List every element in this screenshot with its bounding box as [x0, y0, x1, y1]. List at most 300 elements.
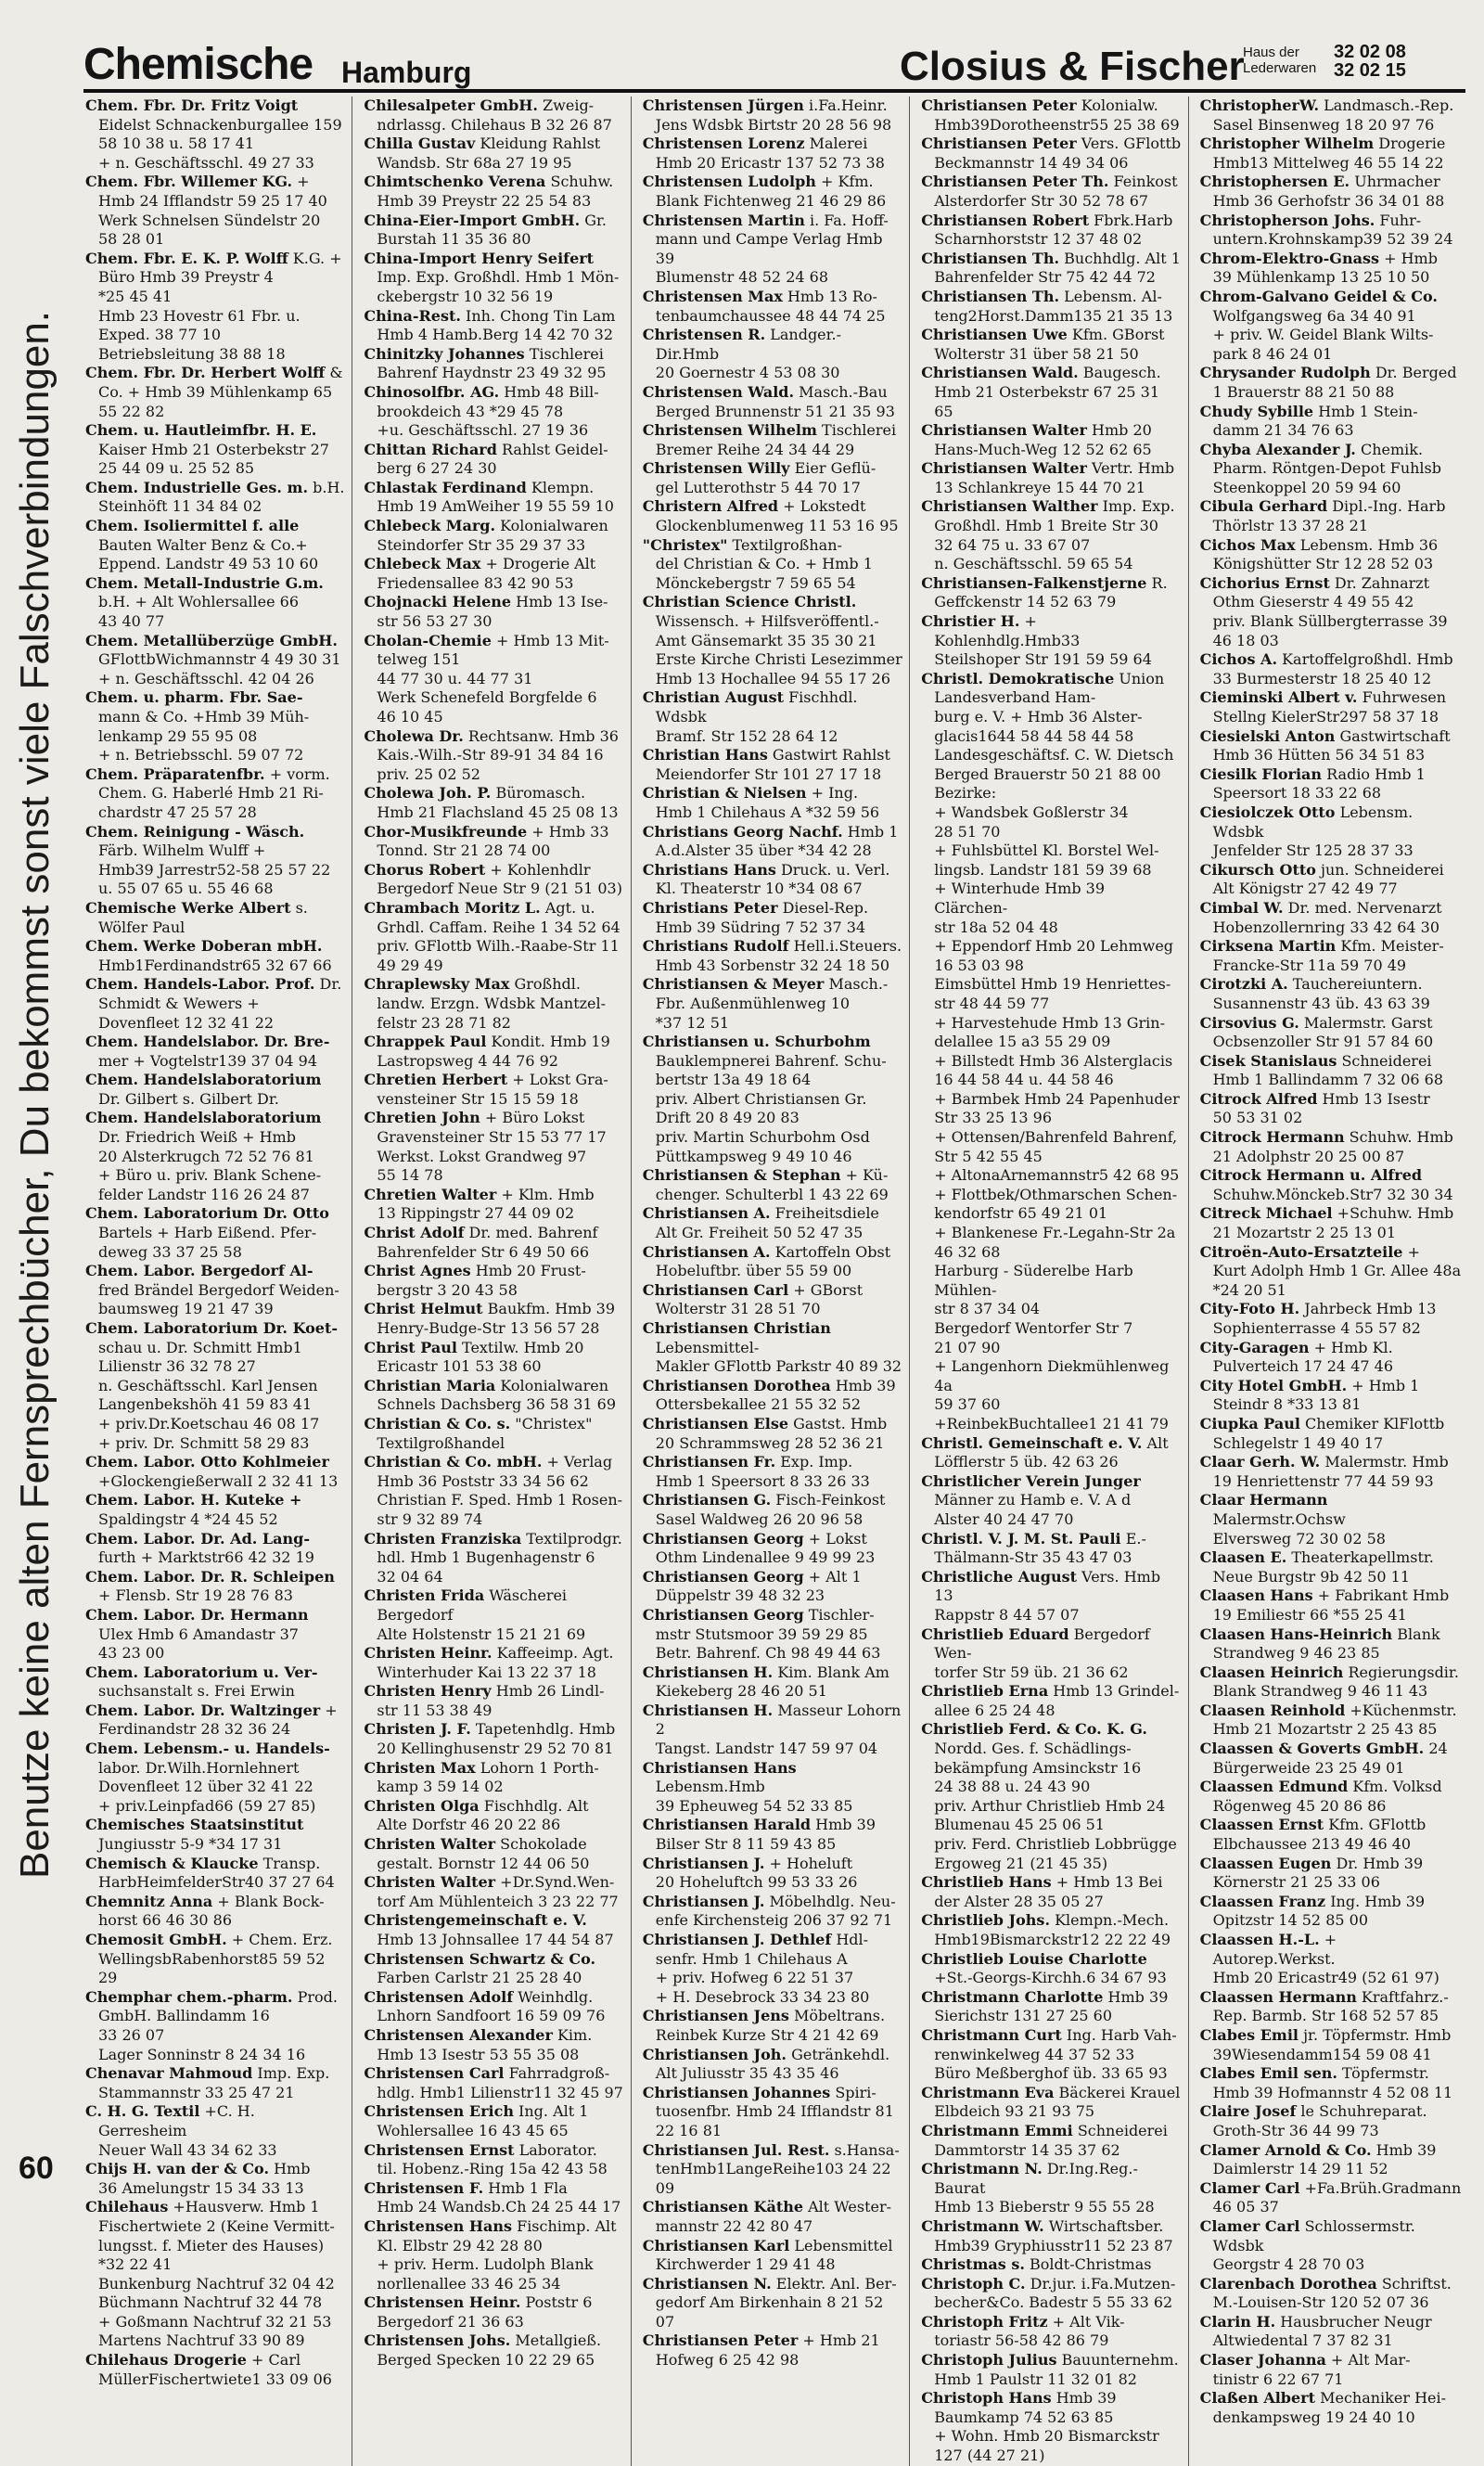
entry-details: + Kohlenhdlg.Hmb33 Steilshoper Str 191 59 59 64 — [934, 612, 1152, 669]
entry-name: Ciupka Paul — [1199, 1414, 1300, 1432]
entry-details: + Drogerie Alt Friedensallee 83 42 90 53 — [377, 555, 596, 592]
directory-entry — [1200, 2179, 1462, 2217]
directory-entry — [1200, 1855, 1462, 1893]
entry-name: Christensen Johs. — [364, 2331, 511, 2350]
entry-name: Clabes Emil — [1199, 2025, 1298, 2044]
entry-name: Christensen Wald. — [642, 382, 795, 401]
entry-details: Metallgieß. Berged Specken 10 22 29 65 — [377, 2331, 602, 2370]
entry-details: Schokolade gestalt. Bornstr 12 44 06 50 — [377, 1835, 590, 1872]
directory-entry — [85, 1530, 346, 1568]
entry-details: Hmb 39 Baumkamp 74 52 63 85 + Wohn. Hmb 20 Bismarckstr 127 (44 27 21) — [934, 2389, 1159, 2465]
directory-entry — [643, 2237, 903, 2275]
entry-details: Regierungsdir. Blank Strandweg 9 46 11 43 — [1212, 1663, 1459, 1701]
entry-details: Uhrmacher Hmb 36 Gerhofstr 36 34 01 88 — [1212, 173, 1445, 210]
entry-details: Elektr. Anl. Ber- gedorf Am Birkenhain 8 21 52 07 — [655, 2274, 897, 2331]
entry-details: furth + Marktstr66 42 32 19 — [98, 1548, 314, 1567]
entry-details: Dr. med. Bahrenf Bahrenfelder Str 6 49 50 66 — [377, 1224, 598, 1261]
directory-entry — [1200, 497, 1462, 535]
entry-name: Chem. Laboratorium Dr. Koet- — [85, 1319, 339, 1337]
entry-name: Chor-Musikfreunde — [364, 822, 528, 841]
directory-entry — [643, 2046, 903, 2084]
entry-details: Büromasch. Hmb 21 Flachsland 45 25 08 13 — [377, 784, 619, 821]
directory-entry — [1200, 173, 1462, 211]
entry-details: Baukfm. Hmb 39 Henry-Budge-Str 13 56 57 28 — [377, 1300, 616, 1337]
directory-entry — [364, 784, 624, 822]
directory-entry — [1200, 536, 1462, 574]
entry-name: Chemnitz Anna — [85, 1892, 213, 1910]
entry-details: Jungiusstr 5-9 *34 17 31 — [98, 1835, 283, 1854]
entry-details: Kartoffelgroßhdl. Hmb 33 Burmesterstr 18 25 40 12 — [1212, 650, 1453, 687]
entry-name: Ciesielski Anton — [1199, 726, 1336, 745]
directory-entry — [921, 459, 1182, 497]
entry-name: Christopher Wilhelm — [1199, 135, 1375, 153]
entry-details: Hmb 39 Sierichstr 131 27 25 60 — [934, 1987, 1169, 2025]
entry-details: Textilgroßhan- del Christian & Co. + Hmb 1 Mönckebergstr 7 59 65 54 — [655, 535, 873, 592]
entry-details: Töpfermstr. Hmb 39 Hofmannstr 4 52 08 11 — [1212, 2064, 1453, 2101]
entry-details: Hausbrucher Neugr Altwiedental 7 37 82 31 — [1212, 2312, 1432, 2350]
entry-name: C. H. G. Textil — [85, 2102, 200, 2121]
entry-name: Chem. Labor. H. Kuteke + — [85, 1491, 302, 1509]
entry-details: R. Geffckenstr 14 52 63 79 — [934, 573, 1168, 611]
entry-details: Blank Strandweg 9 46 23 85 — [1212, 1625, 1440, 1663]
entry-details: Dr. Gilbert s. Gilbert Dr. — [98, 1089, 279, 1108]
entry-details: + Büro Lokst Gravensteiner Str 15 53 77 17 Werkst. Lokst Grandweg 97 55 14 78 — [377, 1109, 607, 1185]
entry-details: "Christex" Textilgroßhandel — [377, 1414, 593, 1452]
directory-entry — [921, 1873, 1182, 1911]
entry-details: + Kurt Adolph Hmb 1 Gr. Allee 48a *24 20 51 — [1212, 1242, 1462, 1299]
directory-entry — [85, 364, 346, 421]
directory-entry — [921, 612, 1182, 670]
entry-details: Dipl.-Ing. Harb Thörlstr 13 37 28 21 — [1212, 497, 1446, 535]
entry-details: + Chem. Erz. WellingsbRabenhorst85 59 52 29 — [98, 1931, 333, 1987]
directory-entry — [1200, 937, 1462, 975]
entry-details: Gastwirtschaft Hmb 36 Hütten 56 34 51 83 — [1212, 726, 1451, 764]
entry-name: Christ Adolf — [364, 1224, 465, 1242]
entry-details: Imp. Exp. Großhdl. Hmb 1 Mön- ckebergstr 10 32 56 19 — [377, 268, 620, 305]
directory-entry — [85, 250, 346, 365]
entry-name: Christen Walter — [364, 1873, 496, 1892]
entry-name: Christopherson Johs. — [1199, 211, 1375, 229]
entry-name: Christensen Martin — [642, 211, 805, 229]
entry-details: K.G. + Büro Hmb 39 Preystr 4 *25 45 41 Hmb 23 Hovestr 61 Fbr. u. Exped. 38 77 10 Betriebsleitung 38 88 18 — [98, 249, 342, 363]
entry-name: Christiansen A. — [642, 1204, 771, 1223]
entry-details: Wissensch. + Hilfsveröffentl.- Amt Gänsemarkt 35 35 30 21 Erste Kirche Christi Lesezimmer Hmb 13 Hochallee 94 55 17 26 — [655, 612, 902, 687]
entry-details: Buchhdlg. Alt 1 Bahrenfelder Str 75 42 44 72 — [934, 249, 1181, 287]
entry-name: Chem. Labor. Dr. R. Schleipen — [85, 1567, 335, 1586]
directory-entry — [1200, 441, 1462, 498]
directory-entry — [921, 1472, 1182, 1530]
directory-entry — [85, 765, 346, 823]
directory-entry — [364, 1109, 624, 1185]
entry-details: Hell.i.Steuers. Hmb 43 Sorbenstr 32 24 18 50 — [655, 937, 902, 974]
entry-details: Großhdl. landw. Erzgn. Wdsbk Mantzel- felstr 23 28 71 82 — [377, 975, 607, 1032]
directory-entry — [921, 135, 1182, 173]
entry-name: Christiansen Georg — [642, 1605, 804, 1624]
entry-details: Fbrk.Harb Scharnhorststr 12 37 48 02 — [934, 211, 1173, 249]
entry-details: + Ing. Hmb 1 Chilehaus A *32 59 56 — [655, 784, 880, 821]
entry-name: Christen Olga — [364, 1796, 480, 1815]
entry-name: Christensen Hans — [364, 2216, 512, 2235]
entry-details: Kfm. Volksd Rögenweg 45 20 86 86 — [1212, 1778, 1442, 1815]
directory-entry — [85, 632, 346, 689]
directory-entry — [85, 1491, 346, 1529]
entry-details: Bauklempnerei Bahrenf. Schu- bertstr 13a 49 18 64 priv. Albert Christiansen Gr. Drift 20 8 49 20 83 priv. Martin Schurbohm Osd Püttkampsweg 9 49 10 46 — [655, 1051, 887, 1165]
entry-name: Christoph Hans — [921, 2389, 1052, 2408]
directory-entry — [1200, 1090, 1462, 1128]
directory-entry — [643, 459, 903, 497]
entry-details: jr. Töpfermstr. Hmb 39Wiesendamm154 59 08 41 — [1212, 2025, 1452, 2063]
entry-name: Christiansen Th. — [921, 249, 1060, 267]
entry-details: Tapetenhdlg. Hmb 20 Kellinghusenstr 29 52 70 81 — [377, 1720, 616, 1758]
entry-name: Citrock Alfred — [1199, 1089, 1318, 1108]
directory-entry — [364, 479, 624, 517]
entry-name: Chem. Labor. Dr. Waltzinger — [85, 1701, 321, 1719]
entry-details: Wäscherei Bergedorf Alte Holstenstr 15 21 21 69 — [377, 1586, 586, 1643]
entry-details: Imp. Exp. Stammannstr 33 25 47 21 — [98, 2064, 330, 2101]
entry-name: Christlieb Louise Charlotte — [921, 1949, 1147, 1968]
directory-entry — [364, 1950, 624, 1988]
directory-entry — [85, 1606, 346, 1663]
entry-name: Christiansen Robert — [921, 211, 1090, 229]
directory-entry — [921, 2160, 1182, 2217]
directory-entry — [921, 2122, 1182, 2160]
entry-details: Tischlerei Bremer Reihe 24 34 44 29 — [655, 421, 897, 458]
entry-details: Kartoffeln Obst Hobeluftbr. über 55 59 00 — [655, 1242, 891, 1280]
entry-details: Dr. med. Nervenarzt Hobenzollernring 33 42 64 30 — [1212, 898, 1442, 936]
directory-entry — [1200, 1778, 1462, 1816]
entry-name: Christians Hans — [642, 860, 776, 879]
entry-details: Landmasch.-Rep. Sasel Binsenweg 18 20 97 76 — [1212, 96, 1454, 134]
directory-entry — [85, 1033, 346, 1071]
entry-name: Claser Johanna — [1199, 2351, 1326, 2370]
entry-details: Kim. Blank Am Kiekeberg 28 46 20 51 — [655, 1663, 889, 1701]
entry-details: b.H. + Alt Wohlersallee 66 43 40 77 — [98, 593, 300, 631]
directory-entry — [364, 383, 624, 441]
directory-entry — [85, 1816, 346, 1854]
entry-details: fred Brändel Bergedorf Weiden- baumsweg 19 21 47 39 — [98, 1280, 339, 1318]
entry-details: Alt Löfflerstr 5 üb. 42 63 26 — [934, 1433, 1169, 1471]
entry-name: Christensen R. — [642, 326, 766, 344]
directory-entry — [921, 1434, 1182, 1472]
entry-details: + Hmb 39 Mühlenkamp 13 25 10 50 — [1212, 249, 1438, 287]
directory-entry — [643, 536, 903, 594]
directory-entry — [921, 2313, 1182, 2351]
entry-name: Chem. Handelslaboratorium — [85, 1109, 322, 1127]
entry-details: Kfm. GBorst Wolterstr 31 über 58 21 50 — [934, 326, 1165, 363]
directory-entry — [921, 364, 1182, 421]
entry-name: Christiansen H. — [642, 1701, 774, 1719]
directory-entry — [921, 2026, 1182, 2084]
entry-name: Claassen Hermann — [1199, 1987, 1357, 2006]
entry-name: Cholewa Dr. — [364, 726, 464, 745]
entry-details: Gastst. Hmb 20 Schrammsweg 28 52 36 21 — [655, 1414, 888, 1452]
directory-column-5 — [1200, 96, 1467, 2466]
directory-entry — [1200, 2141, 1462, 2179]
directory-entry — [1200, 135, 1462, 173]
entry-name: Chem. u. pharm. Fbr. Sae- — [85, 688, 303, 707]
entry-name: Christian Hans — [642, 746, 768, 764]
entry-details: Feinkost Alsterdorfer Str 30 52 78 67 — [934, 173, 1178, 210]
entry-name: Chilesalpeter GmbH. — [364, 96, 538, 114]
entry-details: Dr. Schmidt & Wewers + Dovenfleet 12 32 41 22 — [98, 975, 342, 1032]
header-rule — [83, 89, 1465, 93]
directory-entry — [643, 1530, 903, 1568]
entry-name: Chemisch & Klaucke — [85, 1854, 259, 1872]
entry-details: Ulex Hmb 6 Amandastr 37 43 23 00 — [98, 1625, 299, 1663]
entry-details: + Blank Bock- horst 66 46 30 86 — [98, 1892, 325, 1930]
directory-entry — [643, 1606, 903, 1663]
directory-entry — [1200, 574, 1462, 650]
directory-entry — [1200, 1415, 1462, 1453]
entry-name: Christian Maria — [364, 1376, 496, 1394]
entry-name: Claasen E. — [1199, 1548, 1287, 1567]
entry-details: Hmb 39 Bilser Str 8 11 59 43 85 — [655, 1816, 876, 1854]
directory-entry — [85, 975, 346, 1033]
entry-details: s.Hansa- tenHmb1LangeReihe103 24 22 09 — [655, 2140, 900, 2197]
entry-name: Christen Franziska — [364, 1529, 522, 1548]
entry-name: Christiansen H. — [642, 1663, 774, 1681]
entry-name: Chimtschenko Verena — [364, 173, 546, 191]
entry-name: Christiansen Peter — [642, 2331, 799, 2350]
entry-name: Chretien John — [364, 1109, 480, 1127]
directory-entry — [1200, 212, 1462, 250]
directory-entry — [364, 1530, 624, 1587]
entry-name: Christian & Nielsen — [642, 784, 807, 803]
directory-entry — [1200, 2217, 1462, 2275]
directory-entry — [364, 2293, 624, 2331]
header-advertisement: Closius & Fischer — [900, 44, 1245, 89]
directory-entry — [643, 2007, 903, 2045]
directory-entry — [1200, 1663, 1462, 1702]
entry-name: Chenavar Mahmoud — [85, 2064, 253, 2083]
entry-name: Christmann Eva — [921, 2083, 1055, 2101]
directory-entry — [921, 2275, 1182, 2313]
entry-name: Chinitzky Johannes — [364, 344, 525, 363]
directory-entry — [1200, 1491, 1462, 1548]
entry-details: Bergedorf Wen- torfer Str 59 üb. 21 36 62 — [934, 1625, 1150, 1681]
header-advertisement-subtitle: Haus der Lederwaren — [1243, 45, 1317, 76]
entry-name: Chrom-Elektro-Gnass — [1199, 249, 1379, 267]
entry-name: Chemosit GmbH. — [85, 1931, 227, 1948]
directory-entry — [364, 1224, 624, 1262]
entry-name: Christlieb Ferd. & Co. K. G. — [921, 1720, 1147, 1739]
directory-entry — [921, 288, 1182, 326]
directory-entry — [85, 421, 346, 479]
page-number: 60 — [19, 2151, 54, 2186]
directory-entry — [364, 96, 624, 135]
directory-entry — [1200, 1740, 1462, 1778]
directory-entry — [921, 326, 1182, 364]
entry-details: + Flensb. Str 19 28 76 83 — [98, 1586, 293, 1605]
entry-details: Tischler- mstr Stutsmoor 39 59 29 85 Betr. Bahrenf. Ch 98 49 44 63 — [655, 1605, 881, 1663]
directory-entry — [1200, 2064, 1462, 2102]
entry-details: Möbeltrans. Reinbek Kurze Str 4 21 42 69 — [655, 2007, 886, 2044]
directory-entry — [921, 1950, 1182, 1988]
entry-name: Chem. Handelslabor. Dr. Bre- — [85, 1033, 330, 1051]
entry-name: Christensen Ludolph — [642, 173, 816, 191]
entry-name: Christlicher Verein Junger — [921, 1471, 1141, 1490]
entry-details: le Schuhreparat. Groth-Str 36 44 99 73 — [1212, 2102, 1427, 2139]
directory-entry — [921, 2217, 1182, 2255]
entry-details: Freiheitsdiele Alt Gr. Freiheit 50 52 47 35 — [655, 1204, 879, 1242]
entry-details: Mechaniker Hei- denkampsweg 19 24 40 10 — [1212, 2389, 1447, 2426]
entry-name: ChristopherW. — [1199, 96, 1320, 114]
entry-name: Christian & Co. mbH. — [364, 1453, 543, 1471]
entry-name: Chem. Handels-Labor. Prof. — [85, 975, 315, 994]
entry-name: City-Foto H. — [1199, 1300, 1300, 1318]
entry-details: Fischimp. Alt Kl. Elbstr 29 42 28 80 + priv. Herm. Ludolph Blank norllenallee 33 46 25 34 — [377, 2216, 617, 2293]
entry-name: Chem. Handelslaboratorium — [85, 1071, 322, 1089]
entry-name: Chem. Laboratorium Dr. Otto — [85, 1204, 329, 1223]
directory-entry — [1200, 1339, 1462, 1377]
entry-details: Klempn.-Mech. Hmb19Bismarckstr12 22 22 49 — [934, 1911, 1171, 1948]
entry-name: Claar Hermann — [1199, 1491, 1328, 1509]
directory-entry — [643, 1166, 903, 1204]
directory-entry — [643, 2275, 903, 2332]
entry-details: Lebensm.Hmb 39 Epheuweg 54 52 33 85 — [655, 1778, 853, 1815]
directory-entry — [921, 2255, 1182, 2275]
entry-details: mann & Co. +Hmb 39 Müh- lenkamp 29 55 95 08 + n. Betriebsschl. 59 07 72 — [98, 708, 310, 764]
directory-entry — [643, 1319, 903, 1377]
directory-entry — [1200, 1702, 1462, 1740]
entry-name: Christensen Heinr. — [364, 2293, 521, 2312]
entry-name: Clarin H. — [1199, 2312, 1276, 2331]
directory-entry — [643, 688, 903, 746]
entry-details: + Kohlenhdlr Bergedorf Neue Str 9 (21 51 03) — [377, 860, 622, 898]
entry-name: Cichorius Ernst — [1199, 573, 1330, 592]
directory-entry — [364, 1453, 624, 1529]
entry-name: Christmann N. — [921, 2160, 1043, 2178]
entry-details: Hmb 1 A.d.Alster 35 über *34 42 28 — [655, 822, 899, 860]
directory-entry — [364, 1262, 624, 1300]
directory-entry — [921, 1720, 1182, 1873]
directory-entry — [364, 632, 624, 727]
entry-details: Tischlerei Bahrenf Haydnstr 23 49 32 95 — [377, 344, 607, 382]
entry-details: Malermstr.Ochsw Elversweg 72 30 02 58 — [1212, 1509, 1386, 1548]
entry-details: Spaldingstr 4 *24 45 52 — [98, 1509, 278, 1528]
directory-entry — [1200, 1586, 1462, 1625]
entry-name: Christ Helmut — [364, 1300, 483, 1318]
entry-details: Weinhdlg. Lnhorn Sandfoort 16 59 09 76 — [377, 1987, 606, 2025]
entry-name: Cholan-Chemie — [364, 631, 492, 649]
entry-details: Schriftst. M.-Louisen-Str 120 52 07 36 — [1212, 2274, 1452, 2312]
entry-name: Christensen Wilhelm — [642, 421, 817, 440]
entry-name: Clarenbach Dorothea — [1199, 2274, 1377, 2293]
entry-name: Ciesiolczek Otto — [1199, 803, 1336, 821]
directory-entry — [364, 212, 624, 250]
entry-details: i. Fa. Hoff- mann und Campe Verlag Hmb 39 Blumenstr 48 52 24 68 — [655, 211, 889, 287]
directory-entry — [643, 96, 903, 135]
entry-name: Christlieb Eduard — [921, 1625, 1069, 1643]
entry-name: "Christex" — [642, 535, 728, 554]
entry-name: Cichos Max — [1199, 535, 1296, 554]
entry-name: Christensen Jürgen — [642, 96, 804, 114]
directory-entry — [1200, 403, 1462, 441]
directory-entry — [643, 135, 903, 173]
entry-name: City-Garagen — [1199, 1338, 1310, 1356]
entry-name: Claasen Reinhold — [1199, 1701, 1346, 1719]
directory-entry — [1200, 650, 1462, 688]
entry-name: Christiansen J. — [642, 1892, 765, 1910]
entry-name: Cibula Gerhard — [1199, 497, 1328, 516]
entry-name: Christ Agnes — [364, 1262, 471, 1280]
entry-details: Kolonialwaren Steindorfer Str 35 29 37 33 — [377, 517, 608, 554]
entry-name: Chem. Metallüberzüge GmbH. — [85, 631, 338, 649]
entry-details: Kolonialw. Hmb39Dorotheenstr55 25 38 69 — [934, 96, 1180, 134]
directory-entry — [643, 2198, 903, 2236]
directory-entry — [643, 2331, 903, 2370]
directory-columns — [85, 96, 1467, 2465]
directory-entry — [921, 1625, 1182, 1683]
directory-entry — [85, 2064, 346, 2102]
entry-name: Christensen Schwartz & Co. — [364, 1949, 596, 1968]
entry-name: Claassen Ernst — [1199, 1816, 1324, 1834]
directory-entry — [364, 1873, 624, 1911]
entry-details: + Ferdinandstr 28 32 36 24 — [98, 1701, 338, 1739]
entry-details: +GlockengießerwalI 2 32 41 13 — [98, 1471, 339, 1490]
side-banner — [7, 148, 63, 2041]
entry-details: + Hmb Kl. Pulverteich 17 24 47 46 — [1212, 1338, 1393, 1376]
entry-name: Chrom-Galvano Geidel & Co. — [1199, 287, 1438, 305]
entry-name: Christiansen Jul. Rest. — [642, 2140, 830, 2159]
directory-entry — [85, 1893, 346, 1931]
directory-entry — [85, 2351, 346, 2389]
directory-entry — [364, 823, 624, 861]
entry-details: Kim. Hmb 13 Isestr 53 55 35 08 — [377, 2025, 593, 2063]
directory-entry — [364, 2179, 624, 2217]
directory-entry — [85, 1855, 346, 1893]
entry-name: Chemische Werke Albert — [85, 898, 291, 917]
directory-entry — [85, 96, 346, 173]
entry-name: Christiansen G. — [642, 1491, 772, 1509]
entry-name: Chojnacki Helene — [364, 593, 512, 611]
entry-details: +Dr.Synd.Wen- torf Am Mühlenteich 3 23 22 77 — [377, 1873, 619, 1910]
entry-details: Fischhdl. Wdsbk Bramf. Str 152 28 64 12 — [655, 688, 858, 745]
entry-details: Möbelhdlg. Neu- enfe Kirchensteig 206 37 92 71 — [655, 1892, 896, 1930]
entry-name: Chem. Metall-Industrie G.m. — [85, 573, 324, 592]
entry-name: Christian Science Christl. — [642, 593, 857, 611]
entry-details: Fisch-Feinkost Sasel Waldweg 26 20 96 58 — [655, 1491, 886, 1528]
directory-entry — [643, 1415, 903, 1453]
entry-details: Schuhw. Hmb 39 Preystr 22 25 54 83 — [377, 173, 614, 210]
entry-details: Fahrradgroß- hdlg. Hmb1 Lilienstr11 32 45 97 — [377, 2064, 623, 2101]
entry-details: Hmb 13 Ro- tenbaumchaussee 48 44 74 25 — [655, 287, 886, 325]
header-title: Chemische — [83, 40, 313, 89]
entry-name: Christiansen & Meyer — [642, 975, 825, 994]
entry-name: Christiansen Else — [642, 1414, 788, 1432]
ad-phone-2: 32 02 15 — [1334, 60, 1406, 81]
entry-details: + Lokstedt Glockenblumenweg 11 53 16 95 — [655, 497, 899, 535]
entry-name: Christier H. — [921, 612, 1020, 631]
entry-details: Alt Wester- mannstr 22 42 80 47 — [655, 2198, 892, 2235]
entry-name: Citrock Hermann u. Alfred — [1199, 1166, 1423, 1185]
entry-details: Malermstr. Garst Ocbsenzoller Str 91 57 84 60 — [1212, 1013, 1434, 1051]
directory-entry — [921, 1988, 1182, 2026]
directory-column-1 — [85, 96, 352, 2466]
entry-details: Prod. GmbH. Ballindamm 16 33 26 07 Lager Sonninstr 8 24 34 16 — [98, 1987, 338, 2063]
entry-details: Hmb 20 Hans-Much-Weg 12 52 62 65 — [934, 421, 1152, 458]
entry-name: Cirotzki A. — [1199, 975, 1288, 994]
directory-entry — [1200, 1300, 1462, 1338]
entry-details: Malerei Hmb 20 Ericastr 137 52 73 38 — [655, 135, 885, 172]
entry-name: Chorus Robert — [364, 860, 486, 879]
entry-name: Citroën-Auto-Ersatzteile — [1199, 1242, 1403, 1261]
entry-details: +C. H. Gerresheim Neuer Wall 43 34 62 33 — [98, 2102, 277, 2159]
entry-name: Chraplewsky Max — [364, 975, 510, 994]
entry-details: + Hmb 13 Mit- telweg 151 44 77 30 u. 44 77 31 Werk Schenefeld Borgfelde 6 46 10 45 — [377, 631, 609, 726]
directory-entry — [1200, 250, 1462, 288]
entry-name: Clamer Arnold & Co. — [1199, 2140, 1372, 2159]
